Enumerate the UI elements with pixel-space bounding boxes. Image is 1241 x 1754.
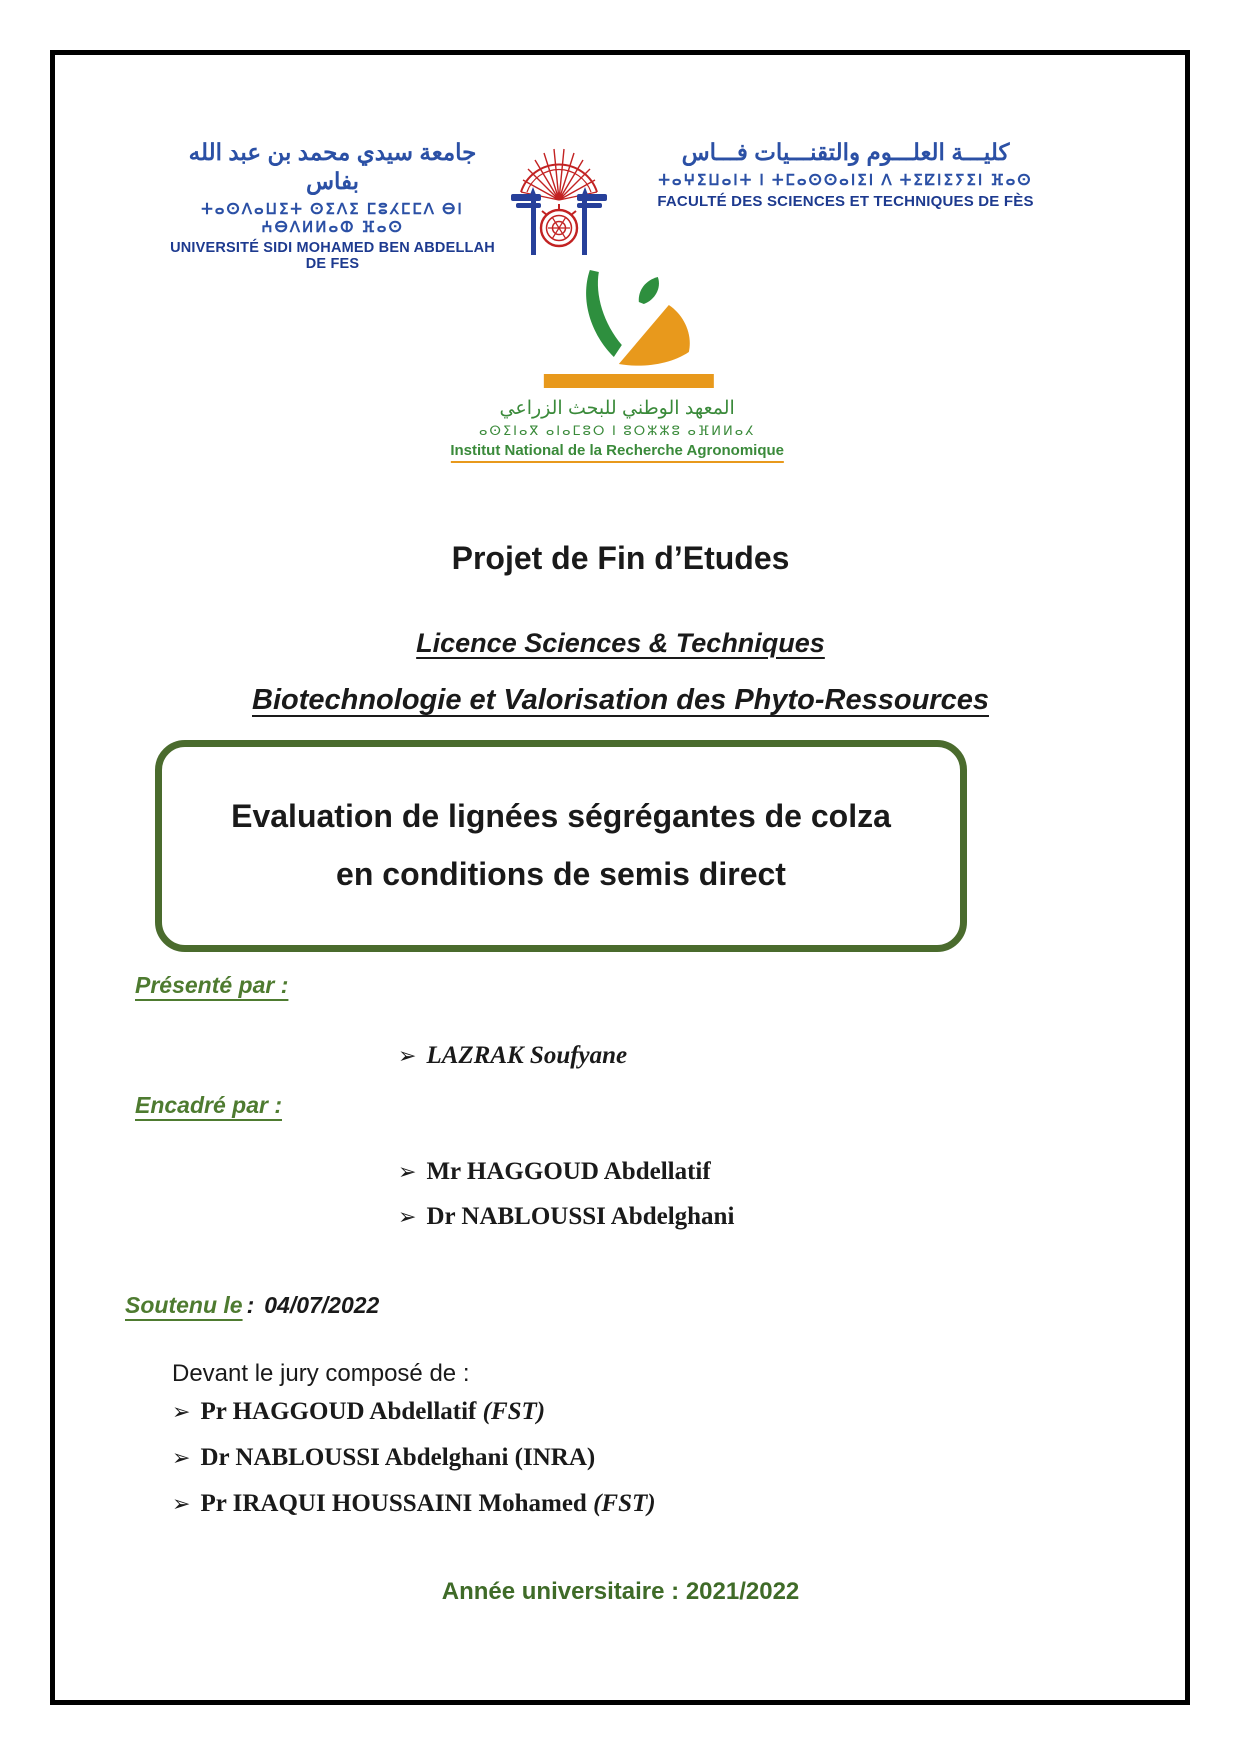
arrow-bullet-icon: ➢ xyxy=(398,1044,417,1069)
arrow-bullet-icon: ➢ xyxy=(398,1205,417,1230)
university-name-arabic: جامعة سيدي محمد بن عبد الله بفاس xyxy=(188,139,477,194)
inra-logo-block xyxy=(450,262,784,463)
inra-name-french: Institut National de la Recherche Agronomique xyxy=(450,442,784,463)
defense-date-row xyxy=(125,1292,379,1319)
jury-member-name: Dr NABLOUSSI Abdelghani xyxy=(200,1444,509,1471)
arrow-bullet-icon: ➢ xyxy=(172,1400,191,1425)
presented-by-label: Présenté par : xyxy=(135,972,289,998)
inra-name-arabic: المعهد الوطني للبحث الزراعي xyxy=(499,398,735,419)
thesis-title-line2: en conditions de semis direct xyxy=(336,856,786,892)
university-name-tifinagh: ⵜⴰⵙⴷⴰⵡⵉⵜ ⵙⵉⴷⵉ ⵎⵓⵃⵎⵎⴷ ⴱⵏ ⵄⴱⴷⵍⵍⴰⵀ ⴼⴰⵙ xyxy=(201,200,464,236)
university-name-french: UNIVERSITÉ SIDI MOHAMED BEN ABDELLAH DE FES xyxy=(170,239,495,272)
arrow-bullet-icon: ➢ xyxy=(172,1492,191,1517)
academic-year: Année universitaire : 2021/2022 xyxy=(441,1578,800,1605)
inra-logo-icon xyxy=(450,262,784,395)
degree-title: Licence Sciences & Techniques xyxy=(416,628,825,658)
inra-name-tifinagh: ⴰⵙⵉⵏⴰⴳ ⴰⵏⴰⵎⵓⵔ ⵏ ⵓⵔⵣⵣⵓ ⴰⴼⵍⵍⴰⵃ xyxy=(479,423,756,438)
thesis-title-line1: Evaluation de lignées ségrégantes de colza xyxy=(231,798,891,835)
author-item xyxy=(398,1042,627,1070)
institution-header xyxy=(160,138,1078,272)
supervisor-name: Dr NABLOUSSI Abdelghani xyxy=(426,1203,735,1230)
jury-member-row xyxy=(172,1444,595,1472)
faculty-block xyxy=(613,138,1078,210)
program-title: Biotechnologie et Valorisation des Phyto-Ressources xyxy=(252,684,989,716)
defense-date: 04/07/2022 xyxy=(264,1292,380,1318)
colon-separator: : xyxy=(246,1292,255,1318)
supervisor-item xyxy=(398,1203,734,1231)
jury-member-row xyxy=(172,1398,545,1426)
thesis-title-box xyxy=(155,740,967,952)
jury-member-affiliation: (INRA) xyxy=(514,1444,596,1471)
jury-member-affiliation: (FST) xyxy=(593,1490,656,1517)
supervised-by-label: Encadré par : xyxy=(135,1092,282,1118)
jury-member-name: Pr IRAQUI HOUSSAINI Mohamed xyxy=(200,1490,587,1517)
supervisor-name: Mr HAGGOUD Abdellatif xyxy=(426,1158,711,1185)
jury-member-name: Pr HAGGOUD Abdellatif xyxy=(200,1398,477,1425)
supervisor-item xyxy=(398,1158,711,1186)
faculty-name-tifinagh: ⵜⴰⵖⵉⵡⴰⵏⵜ ⵏ ⵜⵎⴰⵙⵙⴰⵏⵉⵏ ⴷ ⵜⵉⵇⵏⵉⵢⵉⵏ ⴼⴰⵙ xyxy=(658,171,1033,189)
university-block xyxy=(160,138,505,272)
faculty-name-french: FACULTÉ DES SCIENCES ET TECHNIQUES DE FÈS xyxy=(657,192,1034,210)
defended-on-label: Soutenu le xyxy=(125,1292,243,1318)
document-title: Projet de Fin d’Etudes xyxy=(451,540,790,576)
author-name: LAZRAK Soufyane xyxy=(426,1042,628,1069)
arrow-bullet-icon: ➢ xyxy=(172,1446,191,1471)
arrow-bullet-icon: ➢ xyxy=(398,1160,417,1185)
university-emblem-icon xyxy=(511,140,607,267)
jury-member-affiliation: (FST) xyxy=(482,1398,546,1425)
jury-intro: Devant le jury composé de : xyxy=(172,1360,470,1387)
faculty-name-arabic: كليـــة العلـــوم والتقنـــيات فـــاس xyxy=(681,139,1010,165)
jury-member-row xyxy=(172,1490,656,1518)
